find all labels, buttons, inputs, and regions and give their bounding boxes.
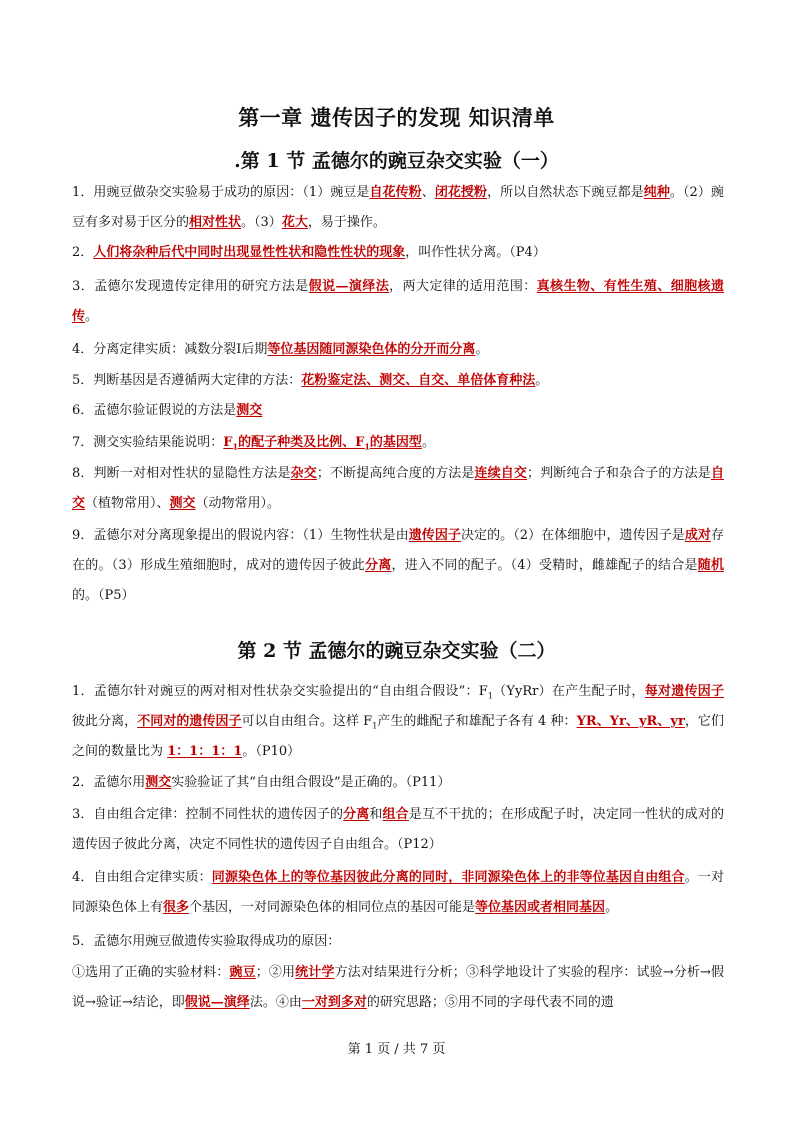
text-run: 法。④由 [249, 995, 302, 1010]
text-run: 存在的。（3）形成生殖细胞时，成对的遗传因子彼此 [72, 528, 724, 573]
text-run: 。 [605, 900, 619, 915]
s1-item-4 [72, 335, 724, 365]
text-run: （植物常用）、 [85, 496, 170, 511]
s2-item-4 [72, 863, 724, 923]
text-run: ①选用了正确的实验材料： [72, 965, 230, 980]
section-2-heading: 第 2 节 孟德尔的豌豆杂交实验（二） [237, 640, 556, 662]
text-run: 个基因，一对同源染色体的相同位点的基因可能是 [189, 900, 476, 915]
chapter-title: 第一章 遗传因子的发现 知识清单 [238, 105, 555, 130]
text-run: 。（3） [241, 215, 282, 230]
s2-item-3 [72, 800, 724, 860]
key-term: $F_1$的配子种类及比例、$F_1$的基因型 [223, 435, 422, 452]
text-run: ，易于操作。 [307, 215, 386, 230]
key-term: 杂交 [290, 466, 317, 481]
text-run: 。一对同源染色体上有 [72, 870, 724, 915]
key-term: 假说—演绎法 [308, 279, 390, 294]
s2-item-5-detail [72, 958, 724, 1018]
text-run: 9．孟德尔对分离现象提出的假说内容：（1）生物性状是由 [72, 528, 409, 543]
text-run: 彼此分离， [72, 714, 138, 729]
s2-item-5 [72, 927, 724, 957]
key-term: 连续自交 [474, 466, 528, 481]
text-run: 1．用豌豆做杂交实验易于成功的原因：（1）豌豆是 [72, 185, 370, 200]
text-run: 。（2）豌豆有多对易于区分的 [72, 185, 724, 230]
text-run: 。（P10） [242, 744, 301, 759]
text-run: 8．判断一对相对性状的显隐性方法是 [72, 466, 291, 481]
key-term: 纯种 [643, 185, 670, 200]
key-term: 相对性状 [189, 215, 242, 230]
text-run: 。 [475, 342, 489, 357]
text-run: ，进入不同的配子。（4）受精时，雌雄配子的结合是 [391, 558, 698, 573]
text-run: 7．测交实验结果能说明： [72, 435, 224, 450]
text-run: 决定的。（2）在体细胞中，遗传因子是 [460, 528, 685, 543]
text-run: 5．孟德尔用豌豆做遗传实验取得成功的原因： [72, 934, 341, 949]
text-run: （动物常用）。 [195, 496, 281, 511]
key-term: 测交 [169, 496, 196, 511]
key-term: 闭花授粉 [434, 185, 488, 200]
text-run: ，所以自然状态下豌豆都是 [487, 185, 644, 200]
key-term: 同源染色体上的等位基因彼此分离的同时，非同源染色体上的非等位基因自由组合 [211, 870, 685, 885]
key-term: YR、Yr、yR、yr [576, 714, 685, 729]
text-run: 1．孟德尔针对豌豆的两对相对性状杂交实验提出的“自由组合假设”：$F_1(YyRr)$在产生配子时， [72, 684, 645, 701]
text-run: ，它们之间的数量比为 [72, 714, 724, 759]
key-term: 假说—演绎 [184, 995, 250, 1010]
key-term: 随机 [697, 558, 724, 573]
key-term: 成对 [684, 528, 711, 543]
text-run: 5．判断基因是否遵循两大定律的方法： [72, 373, 302, 388]
text-run: 。 [85, 309, 99, 324]
key-term: 豌豆 [229, 965, 256, 980]
s1-item-3 [72, 272, 724, 332]
key-term: 每对遗传因子 [644, 684, 724, 699]
s2-item-2 [72, 768, 724, 798]
text-run: 的研究思路；⑤用不同的字母代表不同的遗 [366, 995, 614, 1010]
key-term: 分离 [365, 558, 392, 573]
key-term: 花粉鉴定法、测交、自交、单倍体育种法 [301, 373, 536, 388]
text-run: 方法对结果进行分析；③科学地设计了实验的程序：试验→分析→假说→验证→结论，即 [72, 965, 724, 1010]
s2-item-1 [72, 677, 724, 767]
key-term: 很多 [163, 900, 190, 915]
s1-item-2 [72, 238, 724, 268]
text-run: 、 [421, 185, 435, 200]
s1-item-9 [72, 521, 724, 611]
s1-item-8 [72, 459, 724, 519]
text-run: 可以自由组合。这样 $F_1$产生的雌配子和雄配子各有 4 种： [241, 714, 577, 731]
s1-item-5 [72, 366, 724, 396]
text-run: 。 [421, 435, 435, 450]
text-run: 的。（P5） [72, 588, 135, 603]
text-run: ，叫作性状分离。（P4） [405, 245, 546, 260]
text-run: ；②用 [255, 965, 296, 980]
key-term: 等位基因或者相同基因 [475, 900, 606, 915]
s1-item-6 [72, 396, 724, 426]
key-term: 自交 [72, 466, 724, 511]
section-1-heading: .第 1 节 孟德尔的豌豆杂交实验（一） [234, 150, 559, 172]
text-run: 和 [369, 807, 383, 822]
key-term: 一对到多对 [301, 995, 367, 1010]
key-term: 1：1：1：1 [167, 744, 243, 759]
s1-item-7 [72, 428, 724, 458]
text-run: 2．孟德尔用 [72, 775, 146, 790]
text-run: 6．孟德尔验证假说的方法是 [72, 403, 237, 418]
key-term: 测交 [236, 403, 263, 418]
key-term: 不同对的遗传因子 [137, 714, 242, 729]
page-footer: 第 1 页 / 共 7 页 [347, 1042, 446, 1057]
key-term: 等位基因随同源染色体的分开而分离 [267, 342, 476, 357]
text-run: 4．分离定律实质：减数分裂Ⅰ后期 [72, 342, 268, 357]
key-term: 自花传粉 [369, 185, 422, 200]
text-run: 2． [72, 245, 94, 260]
key-term: 分离 [343, 807, 370, 822]
key-term: 测交 [145, 775, 172, 790]
text-run: ；判断纯合子和杂合子的方法是 [527, 466, 711, 481]
text-run: ；不断提高纯合度的方法是 [316, 466, 475, 481]
text-run: 是互不干扰的；在形成配子时，决定同一性状的成对的遗传因子彼此分离，决定不同性状的遗传因子自由组合。（P12） [72, 807, 724, 852]
text-run: 4．自由组合定律实质： [72, 870, 212, 885]
key-term: 人们将杂种后代中同时出现显性性状和隐性性状的现象 [93, 245, 406, 260]
key-term: 花大 [281, 215, 308, 230]
text-run: 实验验证了其“自由组合假设”是正确的。（P11） [171, 775, 451, 790]
text-run: ，两大定律的适用范围： [389, 279, 537, 294]
s1-item-1 [72, 178, 724, 238]
text-run: 3．自由组合定律：控制不同性状的遗传因子的 [72, 807, 344, 822]
key-term: 组合 [382, 807, 409, 822]
key-term: 遗传因子 [408, 528, 461, 543]
key-term: 统计学 [295, 965, 335, 980]
text-run: 。 [535, 373, 549, 388]
text-run: 3．孟德尔发现遗传定律用的研究方法是 [72, 279, 309, 294]
key-term: 真核生物、有性生殖、细胞核遗传 [72, 279, 724, 324]
